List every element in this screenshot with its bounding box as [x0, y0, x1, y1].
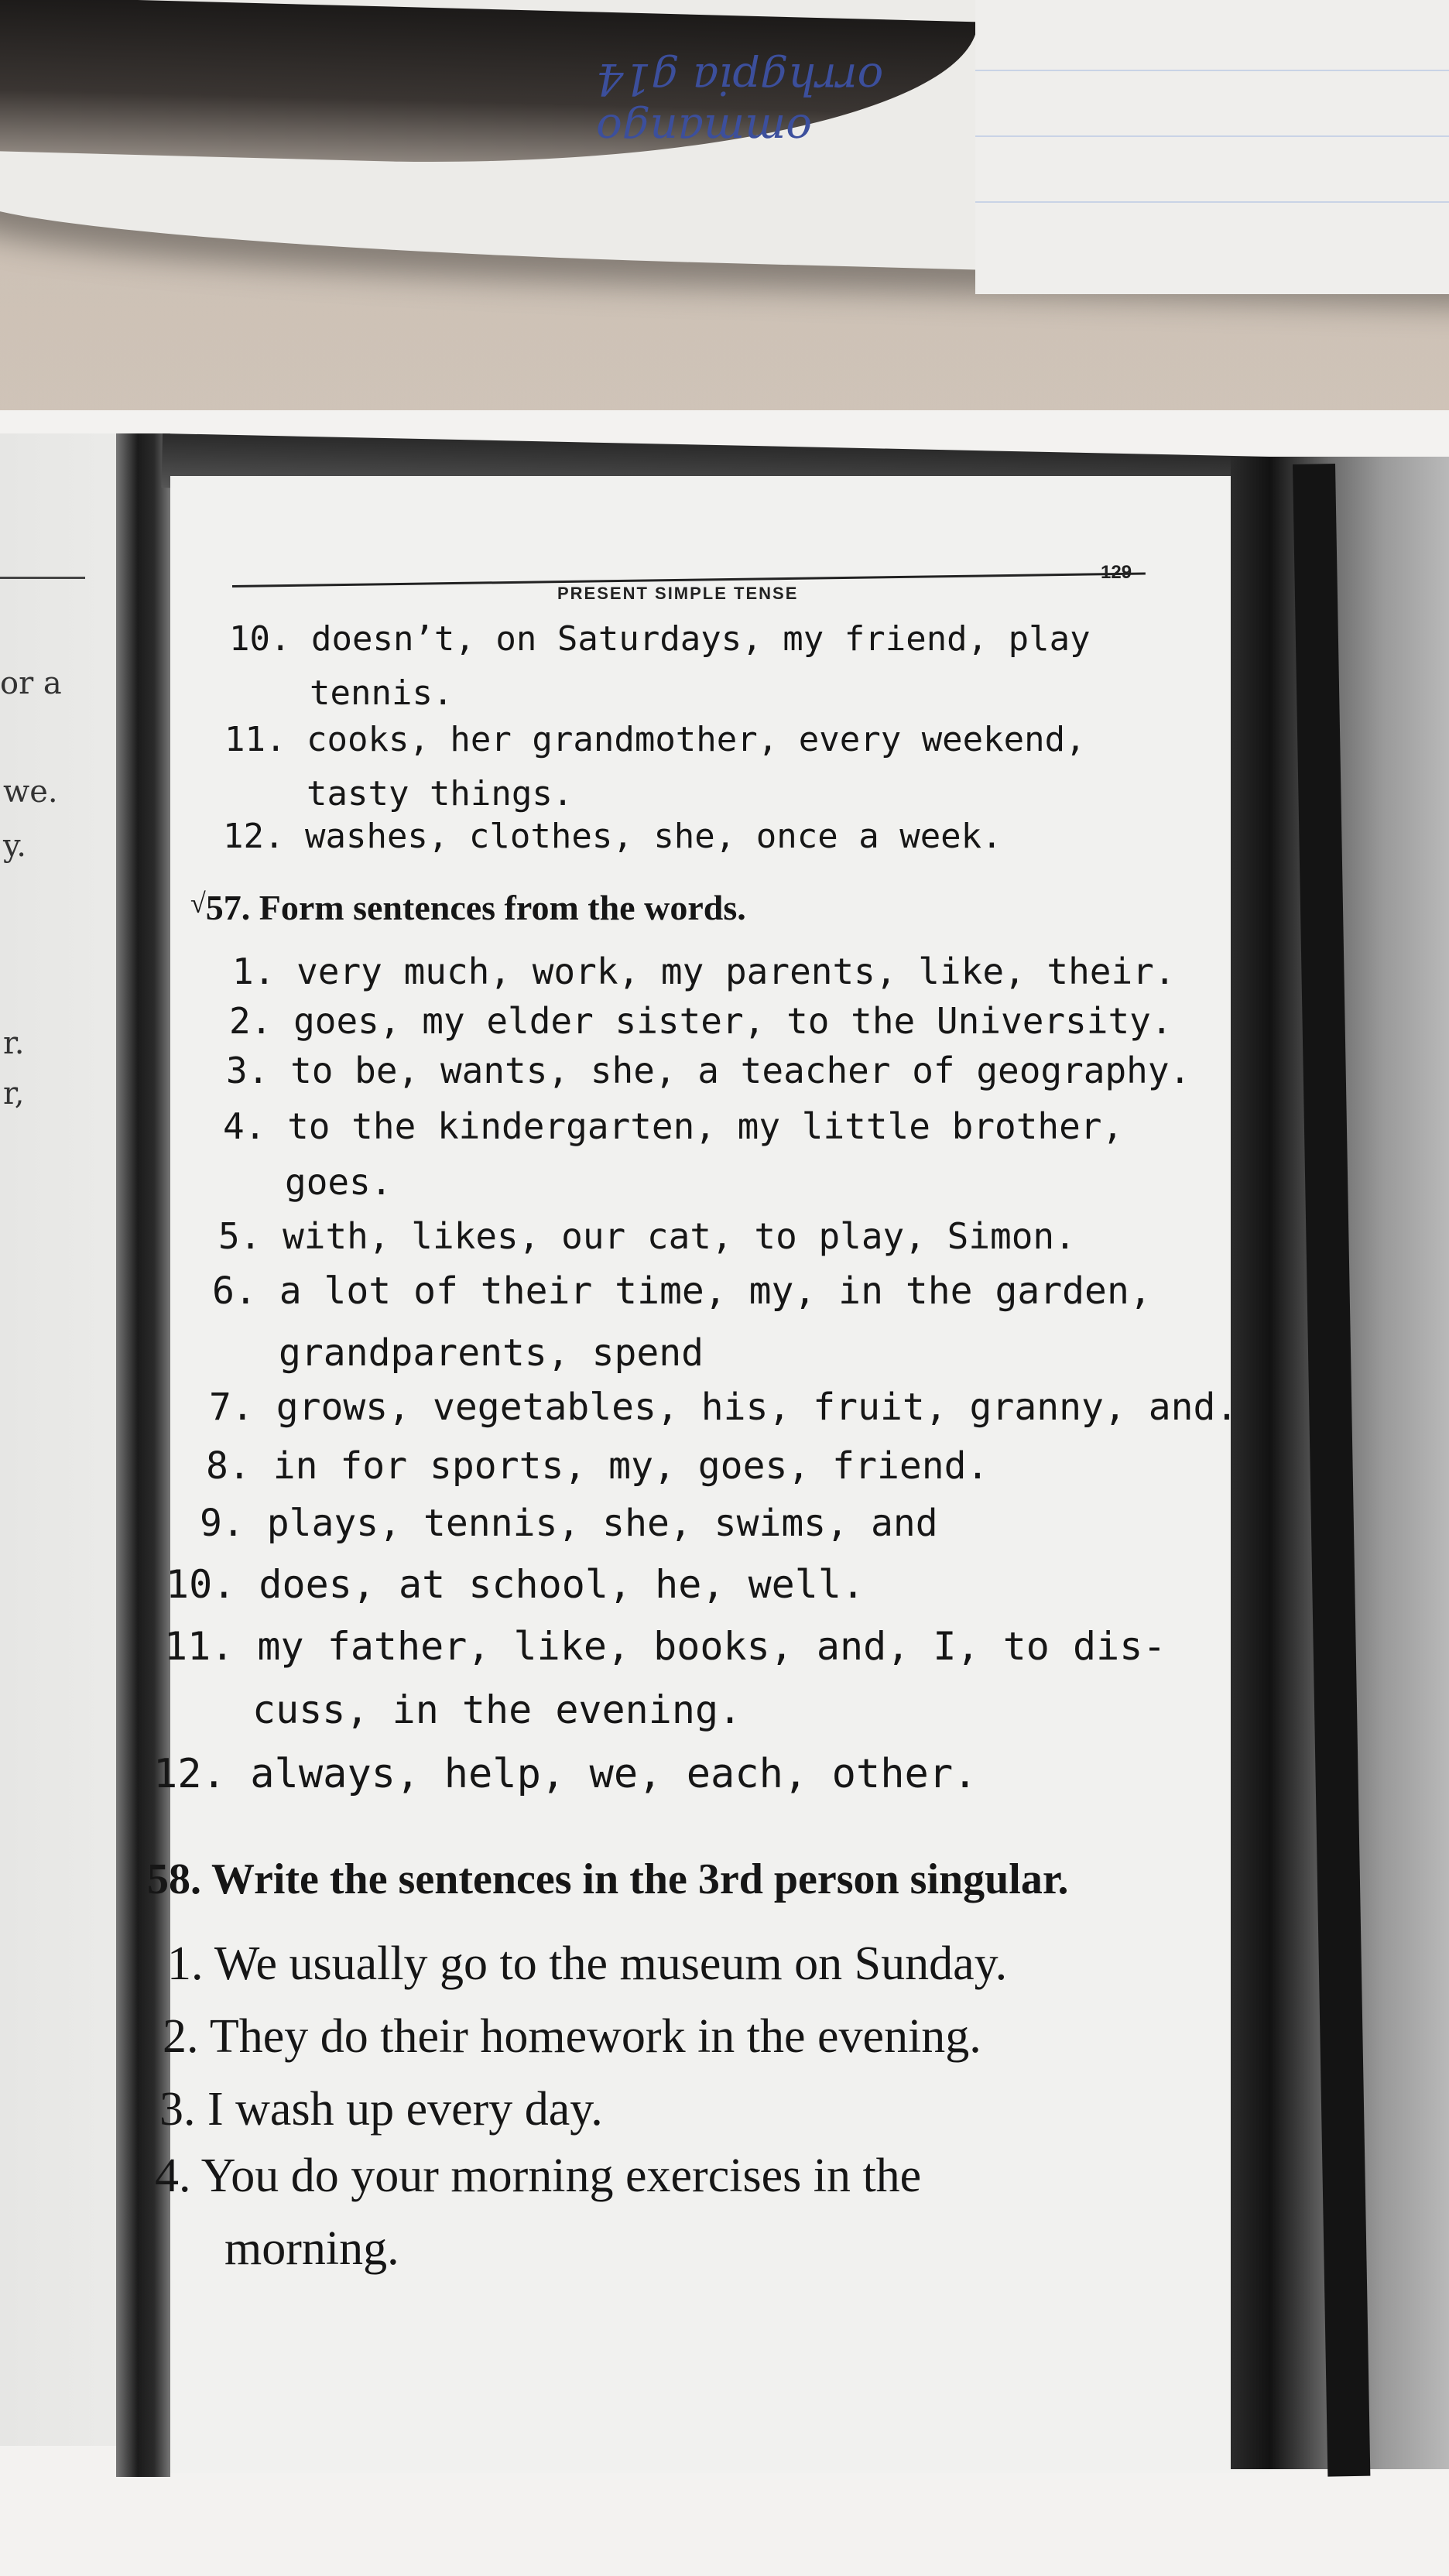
- item-text: plays, tennis, she, swims, and: [266, 1502, 938, 1545]
- list-item: [212, 1269, 1152, 1313]
- item-number: 7.: [209, 1386, 254, 1429]
- item-number: 6.: [212, 1269, 257, 1313]
- list-item: [223, 817, 1002, 856]
- item-text: to the kindergarten, my little brother,: [287, 1105, 1124, 1147]
- list-item: [224, 720, 1086, 759]
- handwritten-note: [596, 0, 983, 155]
- list-item: [218, 1215, 1076, 1257]
- item-text: in for sports, my, goes, friend.: [272, 1444, 989, 1488]
- item-number: 4.: [223, 1105, 266, 1147]
- list-item: [163, 2009, 981, 2064]
- item-number: 11.: [164, 1624, 235, 1669]
- page-number: 129: [1101, 562, 1132, 583]
- item-continuation: goes.: [285, 1161, 392, 1203]
- notebook-open-page: [975, 0, 1449, 294]
- exercise-number: 58.: [147, 1855, 201, 1903]
- item-number: 12.: [223, 817, 285, 856]
- item-text: with, likes, our cat, to play, Simon.: [283, 1215, 1076, 1257]
- left-page-fragment: r.: [3, 1026, 25, 1061]
- item-number: 2.: [163, 2010, 199, 2063]
- item-text: cooks, her grandmother, every weekend,: [306, 720, 1086, 759]
- item-text: doesn’t, on Saturdays, my friend, play: [310, 619, 1091, 659]
- item-text: I wash up every day.: [207, 2083, 603, 2136]
- item-text: They do their homework in the evening.: [209, 2010, 981, 2063]
- list-item: [232, 951, 1176, 992]
- item-text: You do your morning exercises in the: [200, 2150, 922, 2202]
- list-item: [223, 1105, 1123, 1147]
- item-number: 5.: [218, 1215, 262, 1257]
- list-item: [164, 1624, 1166, 1669]
- item-number: 2.: [229, 1000, 272, 1042]
- left-page-fragment: we.: [3, 774, 58, 810]
- list-item: [155, 2149, 921, 2204]
- left-page-fragment: or a: [0, 666, 62, 701]
- item-text: my father, like, books, and, I, to dis-: [257, 1624, 1166, 1669]
- list-item: [166, 1562, 865, 1607]
- item-number: 12.: [153, 1751, 226, 1797]
- item-text: to be, wants, she, a teacher of geography.: [290, 1050, 1191, 1091]
- notebook-rule-line: [975, 201, 1449, 203]
- item-text: goes, my elder sister, to the University.: [293, 1000, 1173, 1042]
- item-number: 1.: [167, 1937, 204, 1990]
- list-item: [226, 1050, 1190, 1091]
- left-page-rule: [0, 577, 85, 579]
- item-text: washes, clothes, she, once a week.: [304, 817, 1002, 856]
- running-head: PRESENT SIMPLE TENSE: [557, 584, 799, 603]
- list-item: [209, 1386, 1238, 1429]
- item-number: 10.: [166, 1562, 236, 1607]
- exercise-number: 57.: [205, 888, 251, 927]
- exercise-title: Form sentences from the words.: [259, 888, 746, 927]
- notebook-rule-line: [975, 135, 1449, 137]
- handwriting-line: orrhgpia g14: [596, 53, 884, 104]
- item-number: 11.: [224, 720, 286, 759]
- item-text: very much, work, my parents, like, their.: [296, 951, 1176, 992]
- handwriting-line: ommango: [596, 104, 812, 155]
- item-continuation: cuss, in the evening.: [252, 1687, 742, 1732]
- item-number: 8.: [206, 1444, 251, 1488]
- exercise-57-heading: [190, 887, 746, 928]
- item-continuation: grandparents, spend: [279, 1331, 704, 1375]
- item-number: 10.: [229, 619, 291, 659]
- item-text: grows, vegetables, his, fruit, granny, and.: [276, 1386, 1238, 1429]
- check-mark: √: [190, 888, 206, 919]
- list-item: [229, 619, 1091, 659]
- list-item: [159, 2082, 603, 2137]
- exercise-58-heading: [147, 1855, 1069, 1904]
- item-continuation: tasty things.: [307, 774, 574, 814]
- item-number: 9.: [200, 1502, 245, 1545]
- list-item: [229, 1000, 1173, 1042]
- item-number: 3.: [159, 2083, 196, 2136]
- item-text: always, help, we, each, other.: [250, 1751, 978, 1797]
- item-text: does, at school, he, well.: [259, 1562, 865, 1607]
- item-number: 3.: [226, 1050, 269, 1091]
- item-number: 4.: [155, 2150, 191, 2202]
- left-page-fragment: y.: [3, 828, 26, 864]
- item-continuation: tennis.: [310, 673, 454, 713]
- list-item: [167, 1937, 1007, 1992]
- left-page-fragment: r,: [3, 1076, 25, 1112]
- item-text: a lot of their time, my, in the garden,: [279, 1269, 1152, 1313]
- list-item: [200, 1502, 938, 1545]
- item-number: 1.: [232, 951, 276, 992]
- list-item: [206, 1444, 988, 1488]
- exercise-title: Write the sentences in the 3rd person singular.: [211, 1855, 1069, 1903]
- notebook-rule-line: [975, 70, 1449, 71]
- item-text: We usually go to the museum on Sunday.: [214, 1937, 1008, 1990]
- item-continuation: morning.: [224, 2222, 399, 2275]
- list-item: [153, 1751, 977, 1797]
